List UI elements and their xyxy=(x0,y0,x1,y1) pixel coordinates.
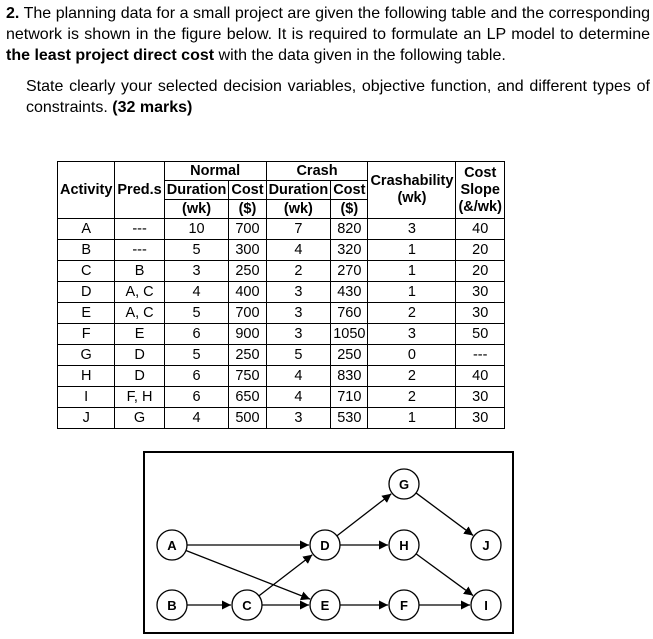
table-row xyxy=(58,408,505,429)
table-cell: 7 xyxy=(266,219,331,240)
header-activity: Activity xyxy=(58,162,115,219)
question-number: 2. xyxy=(6,5,20,22)
table-cell: --- xyxy=(115,240,164,261)
table-cell: 1 xyxy=(368,261,456,282)
table-cell: D xyxy=(115,345,164,366)
table-cell: --- xyxy=(115,219,164,240)
table-cell: 270 xyxy=(331,261,368,282)
header-normal: Normal xyxy=(164,162,266,181)
table-cell: 3 xyxy=(266,303,331,324)
table-cell: 830 xyxy=(331,366,368,387)
header-crash-cost: Cost xyxy=(331,181,368,200)
crashability-unit: (wk) xyxy=(397,190,427,206)
table-cell: 1 xyxy=(368,282,456,303)
table-cell: 3 xyxy=(368,219,456,240)
table-cell: 650 xyxy=(229,387,266,408)
table-cell: 6 xyxy=(164,324,229,345)
table-cell: 3 xyxy=(266,282,331,303)
table-cell: 3 xyxy=(266,324,331,345)
table-cell: D xyxy=(115,366,164,387)
table-cell: 300 xyxy=(229,240,266,261)
table-cell: 5 xyxy=(164,345,229,366)
table-cell: 1 xyxy=(368,408,456,429)
table-cell: 5 xyxy=(164,303,229,324)
node-I xyxy=(471,590,501,620)
table-cell: 30 xyxy=(456,387,505,408)
table-cell: 20 xyxy=(456,261,505,282)
slope-label-2: Slope xyxy=(460,181,500,198)
node-B xyxy=(157,590,187,620)
table-row xyxy=(58,387,505,408)
table-row xyxy=(58,324,505,345)
table-cell: 700 xyxy=(229,219,266,240)
table-cell: 3 xyxy=(164,261,229,282)
table-cell: 4 xyxy=(266,366,331,387)
table-cell: 30 xyxy=(456,282,505,303)
table-cell: 320 xyxy=(331,240,368,261)
node-A xyxy=(157,530,187,560)
table-cell: 2 xyxy=(368,303,456,324)
table-cell: 760 xyxy=(331,303,368,324)
node-label: F xyxy=(400,598,408,613)
table-row xyxy=(58,240,505,261)
node-label: I xyxy=(484,598,488,613)
table-cell: A xyxy=(58,219,115,240)
header-preds: Pred.s xyxy=(115,162,164,219)
table-cell: H xyxy=(58,366,115,387)
table-cell: 4 xyxy=(164,408,229,429)
node-C xyxy=(232,590,262,620)
table-cell: D xyxy=(58,282,115,303)
node-label: B xyxy=(167,598,177,613)
planning-data-table xyxy=(57,161,505,429)
edge-D-G xyxy=(337,494,391,536)
table-cell: 2 xyxy=(368,366,456,387)
table-cell: 5 xyxy=(164,240,229,261)
header-normal-cost: Cost xyxy=(229,181,266,200)
table-cell: 6 xyxy=(164,366,229,387)
table-cell: C xyxy=(58,261,115,282)
header-normal-duration: Duration xyxy=(164,181,229,200)
table-cell: 6 xyxy=(164,387,229,408)
table-cell: E xyxy=(115,324,164,345)
table-cell: 710 xyxy=(331,387,368,408)
table-cell: 400 xyxy=(229,282,266,303)
table-cell: G xyxy=(58,345,115,366)
node-H xyxy=(389,530,419,560)
header-crash: Crash xyxy=(266,162,368,181)
table-row xyxy=(58,366,505,387)
edge-G-J xyxy=(416,493,473,535)
table-cell: 250 xyxy=(229,345,266,366)
table-cell: B xyxy=(58,240,115,261)
table-cell: 4 xyxy=(164,282,229,303)
table-cell: 3 xyxy=(266,408,331,429)
question-emphasis: the least project direct cost xyxy=(6,47,215,64)
header-normal-duration-unit: (wk) xyxy=(164,200,229,219)
table-row xyxy=(58,282,505,303)
table-cell: J xyxy=(58,408,115,429)
table-cell: I xyxy=(58,387,115,408)
table-cell: F xyxy=(58,324,115,345)
table-cell: G xyxy=(115,408,164,429)
table-cell: 1 xyxy=(368,240,456,261)
question-paragraph-2 xyxy=(6,76,650,118)
table-cell: 900 xyxy=(229,324,266,345)
table-cell: A, C xyxy=(115,303,164,324)
node-J xyxy=(471,530,501,560)
node-label: G xyxy=(398,477,410,492)
table-cell: 750 xyxy=(229,366,266,387)
table-cell: B xyxy=(115,261,164,282)
node-label: H xyxy=(399,538,409,553)
table-cell: 40 xyxy=(456,366,505,387)
header-crashability xyxy=(368,162,456,219)
table-cell: 500 xyxy=(229,408,266,429)
table-cell: A, C xyxy=(115,282,164,303)
table-cell: 700 xyxy=(229,303,266,324)
table-cell: 40 xyxy=(456,219,505,240)
table-cell: 0 xyxy=(368,345,456,366)
header-cost-slope xyxy=(456,162,505,219)
table-body xyxy=(58,219,505,429)
table-cell: 430 xyxy=(331,282,368,303)
table-cell: 30 xyxy=(456,408,505,429)
question-marks: (32 marks) xyxy=(112,99,193,116)
table-cell: 250 xyxy=(229,261,266,282)
question-text-part: State clearly your selected decision variables, objective function, and different types of constraints. xyxy=(26,78,650,116)
table-cell: 5 xyxy=(266,345,331,366)
table-row xyxy=(58,219,505,240)
table-cell: 20 xyxy=(456,240,505,261)
table-row xyxy=(58,303,505,324)
table-cell: 530 xyxy=(331,408,368,429)
question-paragraph-1 xyxy=(6,3,650,66)
table-cell: 2 xyxy=(266,261,331,282)
table-cell: 30 xyxy=(456,303,505,324)
table-cell: 10 xyxy=(164,219,229,240)
question-text-part: with the data given in the following table. xyxy=(214,47,506,64)
table-cell: E xyxy=(58,303,115,324)
header-crash-cost-unit: ($) xyxy=(331,200,368,219)
slope-label-1: Cost xyxy=(464,164,497,181)
header-normal-cost-unit: ($) xyxy=(229,200,266,219)
table-cell: 250 xyxy=(331,345,368,366)
table-cell: 2 xyxy=(368,387,456,408)
header-crash-duration: Duration xyxy=(266,181,331,200)
table-cell: --- xyxy=(456,345,505,366)
node-label: A xyxy=(167,538,177,553)
slope-unit: (&/wk) xyxy=(458,198,502,215)
node-G xyxy=(389,469,419,499)
node-label: C xyxy=(242,598,252,613)
table-cell: 4 xyxy=(266,240,331,261)
node-label: J xyxy=(482,538,490,553)
node-E xyxy=(310,590,340,620)
question-text-part: The planning data for a small project are given the following table and the corresponding network is shown in the figure below. It is required to formulate an LP model to determine xyxy=(6,5,651,43)
node-label: E xyxy=(320,598,330,613)
table-cell: 3 xyxy=(368,324,456,345)
table-cell: F, H xyxy=(115,387,164,408)
node-F xyxy=(389,590,419,620)
table-cell: 820 xyxy=(331,219,368,240)
table-cell: 1050 xyxy=(331,324,368,345)
table-cell: 4 xyxy=(266,387,331,408)
question-text xyxy=(6,3,650,118)
table-row xyxy=(58,261,505,282)
network-svg xyxy=(145,453,512,632)
edge-H-I xyxy=(416,554,473,596)
table-row xyxy=(58,345,505,366)
header-crash-duration-unit: (wk) xyxy=(266,200,331,219)
table-cell: 50 xyxy=(456,324,505,345)
project-network-diagram xyxy=(143,451,514,634)
node-D xyxy=(310,530,340,560)
crashability-label: Crashability xyxy=(370,173,454,189)
node-label: D xyxy=(320,538,330,553)
